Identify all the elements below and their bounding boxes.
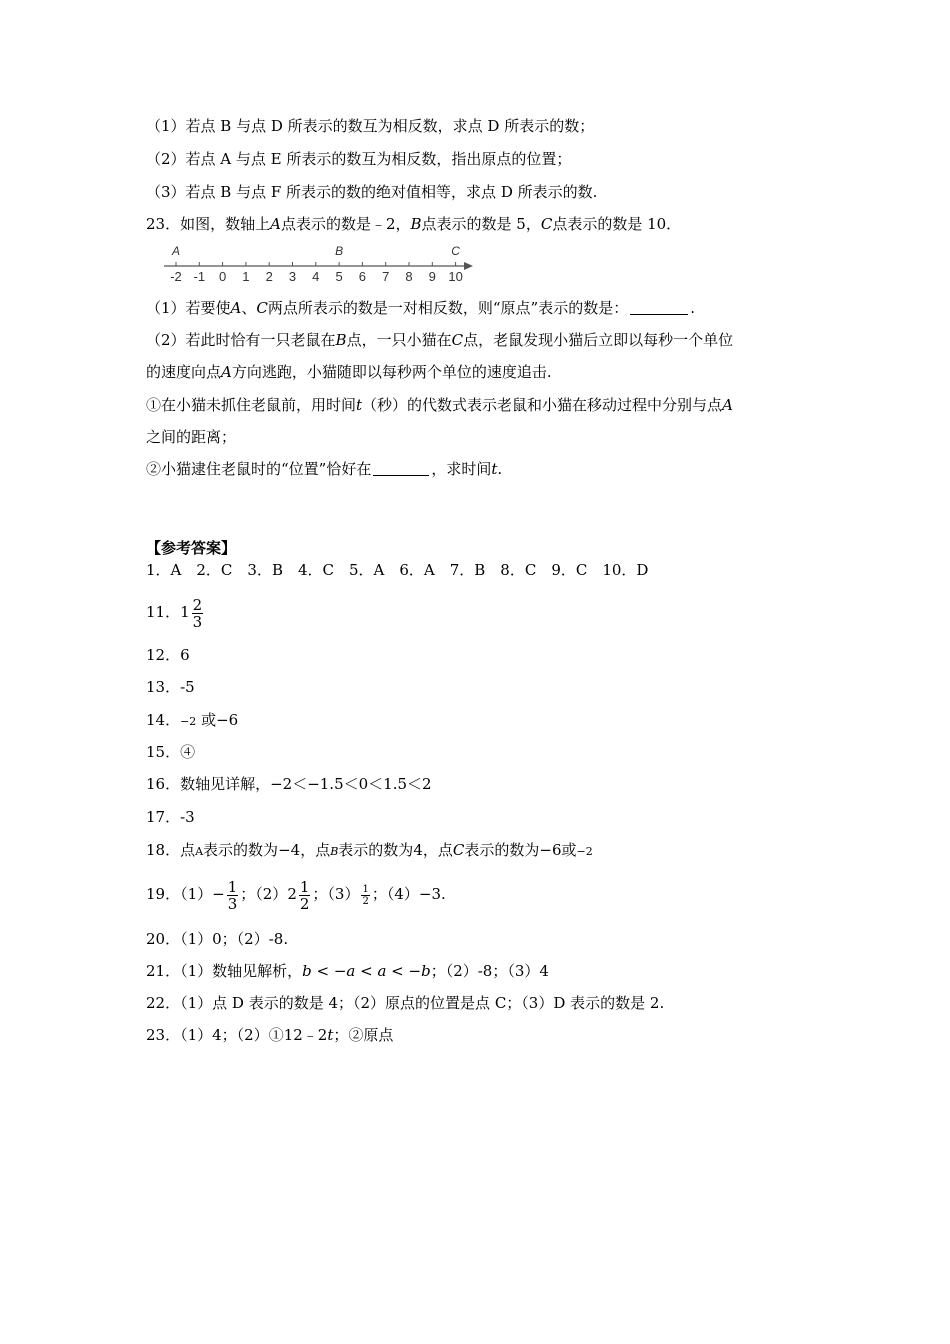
point-c-label: C	[540, 215, 553, 233]
answer-17: 17．-3	[146, 808, 195, 826]
answer-13: 13．-5	[146, 678, 195, 696]
text: 两点所表示的数是一对相反数，则“原点”表示的数是：	[267, 299, 629, 317]
text: 表示的数为	[338, 841, 414, 859]
denominator: 3	[192, 612, 203, 631]
number-line-tick-label: 6	[358, 269, 367, 284]
answer-blank	[630, 300, 688, 315]
text: ，点	[422, 841, 453, 859]
number-line-tick-label: 3	[288, 269, 297, 284]
answers-1-10: 1．A 2．C 3．B 4．C 5．A 6．A 7．B 8．C 9．C 10．D	[146, 561, 649, 579]
answer-12: 12．6	[146, 646, 190, 664]
text: 表示的数为	[464, 841, 540, 859]
number-line-tick-label: 10	[448, 269, 463, 284]
fraction	[192, 597, 204, 630]
text: 的速度向点	[146, 363, 222, 381]
variable-t: t	[356, 396, 363, 414]
text: ，求时间	[431, 460, 492, 478]
answer-15: 15．④	[146, 743, 196, 761]
text: 表示的数为	[203, 841, 279, 859]
text: −2	[180, 715, 197, 728]
text: 点，一只小猫在	[346, 331, 452, 349]
q23-intro-text: 点表示的数是 10．	[552, 215, 682, 233]
denominator: 3	[227, 894, 238, 913]
text: C	[452, 841, 465, 859]
text: ；（4）	[371, 885, 419, 903]
text: ；（2）-8；（3）4	[430, 962, 549, 980]
number-line-tick-label: 0	[218, 269, 227, 284]
q22-part1: （1）若点 B 与点 D 所表示的数互为相反数，求点 D 所表示的数；	[146, 117, 595, 135]
text: 19．（1）	[146, 885, 213, 903]
variable-t: t	[491, 460, 498, 478]
text: 4	[413, 841, 423, 859]
number-line-tick-label: 7	[382, 269, 390, 284]
point-a-ref: A	[230, 299, 242, 317]
answers-title: 【参考答案】	[146, 539, 237, 557]
text: −6	[216, 711, 239, 729]
text: −2	[576, 845, 593, 858]
text: 或	[201, 711, 217, 729]
q22-part3: （3）若点 B 与点 F 所表示的数的绝对值相等，求点 D 所表示的数.	[146, 183, 598, 201]
fraction	[227, 879, 239, 912]
text: ；（2）	[240, 885, 288, 903]
text: B	[330, 845, 339, 858]
denominator: 2	[299, 894, 310, 913]
text: 2	[287, 885, 297, 903]
text: .	[690, 299, 696, 317]
text: 或	[561, 841, 577, 859]
number-line-point-label: B	[335, 244, 344, 258]
text: 14．	[146, 711, 181, 729]
numerator: 1	[227, 877, 238, 896]
q23-part2-line1	[146, 330, 733, 350]
text: 1	[180, 603, 190, 621]
answer-blank	[373, 461, 429, 476]
q23-sub1-line2: 之间的距离；	[146, 428, 237, 446]
q23-part1	[146, 298, 695, 318]
answer-22: 22．（1）点 D 表示的数是 4；（2）原点的位置是点 C；（3）D 表示的数是 2.	[146, 994, 665, 1012]
q23-intro-text: 23．如图，数轴上	[146, 215, 271, 233]
numerator: 1	[299, 877, 310, 896]
text: ②小猫逮住老鼠时的“位置”恰好在	[146, 460, 372, 478]
answer-14	[146, 710, 238, 732]
q23-intro	[146, 214, 681, 234]
answer-21	[146, 961, 549, 981]
point-b-ref: B	[335, 331, 347, 349]
text: .	[497, 460, 503, 478]
point-a-label: A	[270, 215, 281, 233]
numerator: 2	[192, 595, 203, 614]
answer-11	[146, 596, 205, 630]
text: 11．	[146, 603, 181, 621]
q23-sub2	[146, 459, 502, 479]
text: −3	[418, 885, 441, 903]
number-line-tick-label: 5	[335, 269, 343, 284]
fraction	[361, 884, 369, 907]
q22-part2: （2）若点 A 与点 E 所表示的数互为相反数，指出原点的位置；	[146, 150, 572, 168]
answer-16: 16．数轴见详解，−2＜−1.5＜0＜1.5＜2	[146, 775, 432, 793]
point-b-label: B	[410, 215, 422, 233]
variable-t: t	[327, 1026, 334, 1044]
point-a-ref: A	[722, 396, 733, 414]
text: ；②原点	[333, 1026, 394, 1044]
text: −	[212, 885, 225, 903]
text: −4	[278, 841, 301, 859]
denominator: 2	[362, 895, 369, 907]
number-line-tick-label: 8	[405, 269, 413, 284]
q23-intro-text: 点表示的数是 5，	[421, 215, 541, 233]
number-line-point-label: C	[451, 244, 460, 258]
text: 18．点	[146, 841, 196, 859]
number-line-tick-label: 1	[242, 269, 250, 284]
text: −6	[539, 841, 562, 859]
point-c-ref: C	[256, 299, 268, 317]
q23-intro-text: 点表示的数是﹣2，	[280, 215, 411, 233]
text: （秒）的代数式表示老鼠和小猫在移动过程中分别与点	[362, 396, 723, 414]
number-line-tick-label: 2	[265, 269, 273, 284]
text: （1）若要使	[146, 299, 231, 317]
number-line-tick-label: -1	[193, 269, 206, 284]
answer-20: 20．（1）0；（2）-8.	[146, 930, 289, 948]
answer-19	[146, 874, 446, 914]
text: 21．（1）数轴见解析，	[146, 962, 303, 980]
q23-part2-line2	[146, 362, 552, 382]
point-a-ref: A	[221, 363, 232, 381]
point-c-ref: C	[451, 331, 464, 349]
text: 点，老鼠发现小猫后立即以每秒一个单位	[463, 331, 734, 349]
text: ，点	[300, 841, 331, 859]
text: A	[195, 845, 204, 858]
number-line-figure	[160, 242, 480, 286]
text: 、	[241, 299, 257, 317]
number-line-tick-label: -2	[170, 269, 182, 284]
text: 方向逃跑，小猫随即以每秒两个单位的速度追击.	[231, 363, 552, 381]
numerator: 1	[362, 883, 369, 895]
inequality: b < −a < a < −b	[302, 962, 431, 980]
text: （2）若此时恰有一只老鼠在	[146, 331, 336, 349]
fraction	[299, 879, 311, 912]
q23-sub1-line1	[146, 395, 733, 415]
answer-23	[146, 1025, 393, 1045]
text: .	[441, 885, 446, 903]
text: ①在小猫未抓住老鼠前，用时间	[146, 396, 357, 414]
number-line-arrow	[464, 262, 473, 270]
answer-18	[146, 840, 593, 862]
number-line-point-label: A	[171, 244, 181, 258]
number-line-tick-label: 9	[428, 269, 436, 284]
text: ；（3）	[312, 885, 360, 903]
number-line-tick-label: 4	[312, 269, 320, 284]
text: 23．（1）4；（2）①12﹣2	[146, 1026, 328, 1044]
